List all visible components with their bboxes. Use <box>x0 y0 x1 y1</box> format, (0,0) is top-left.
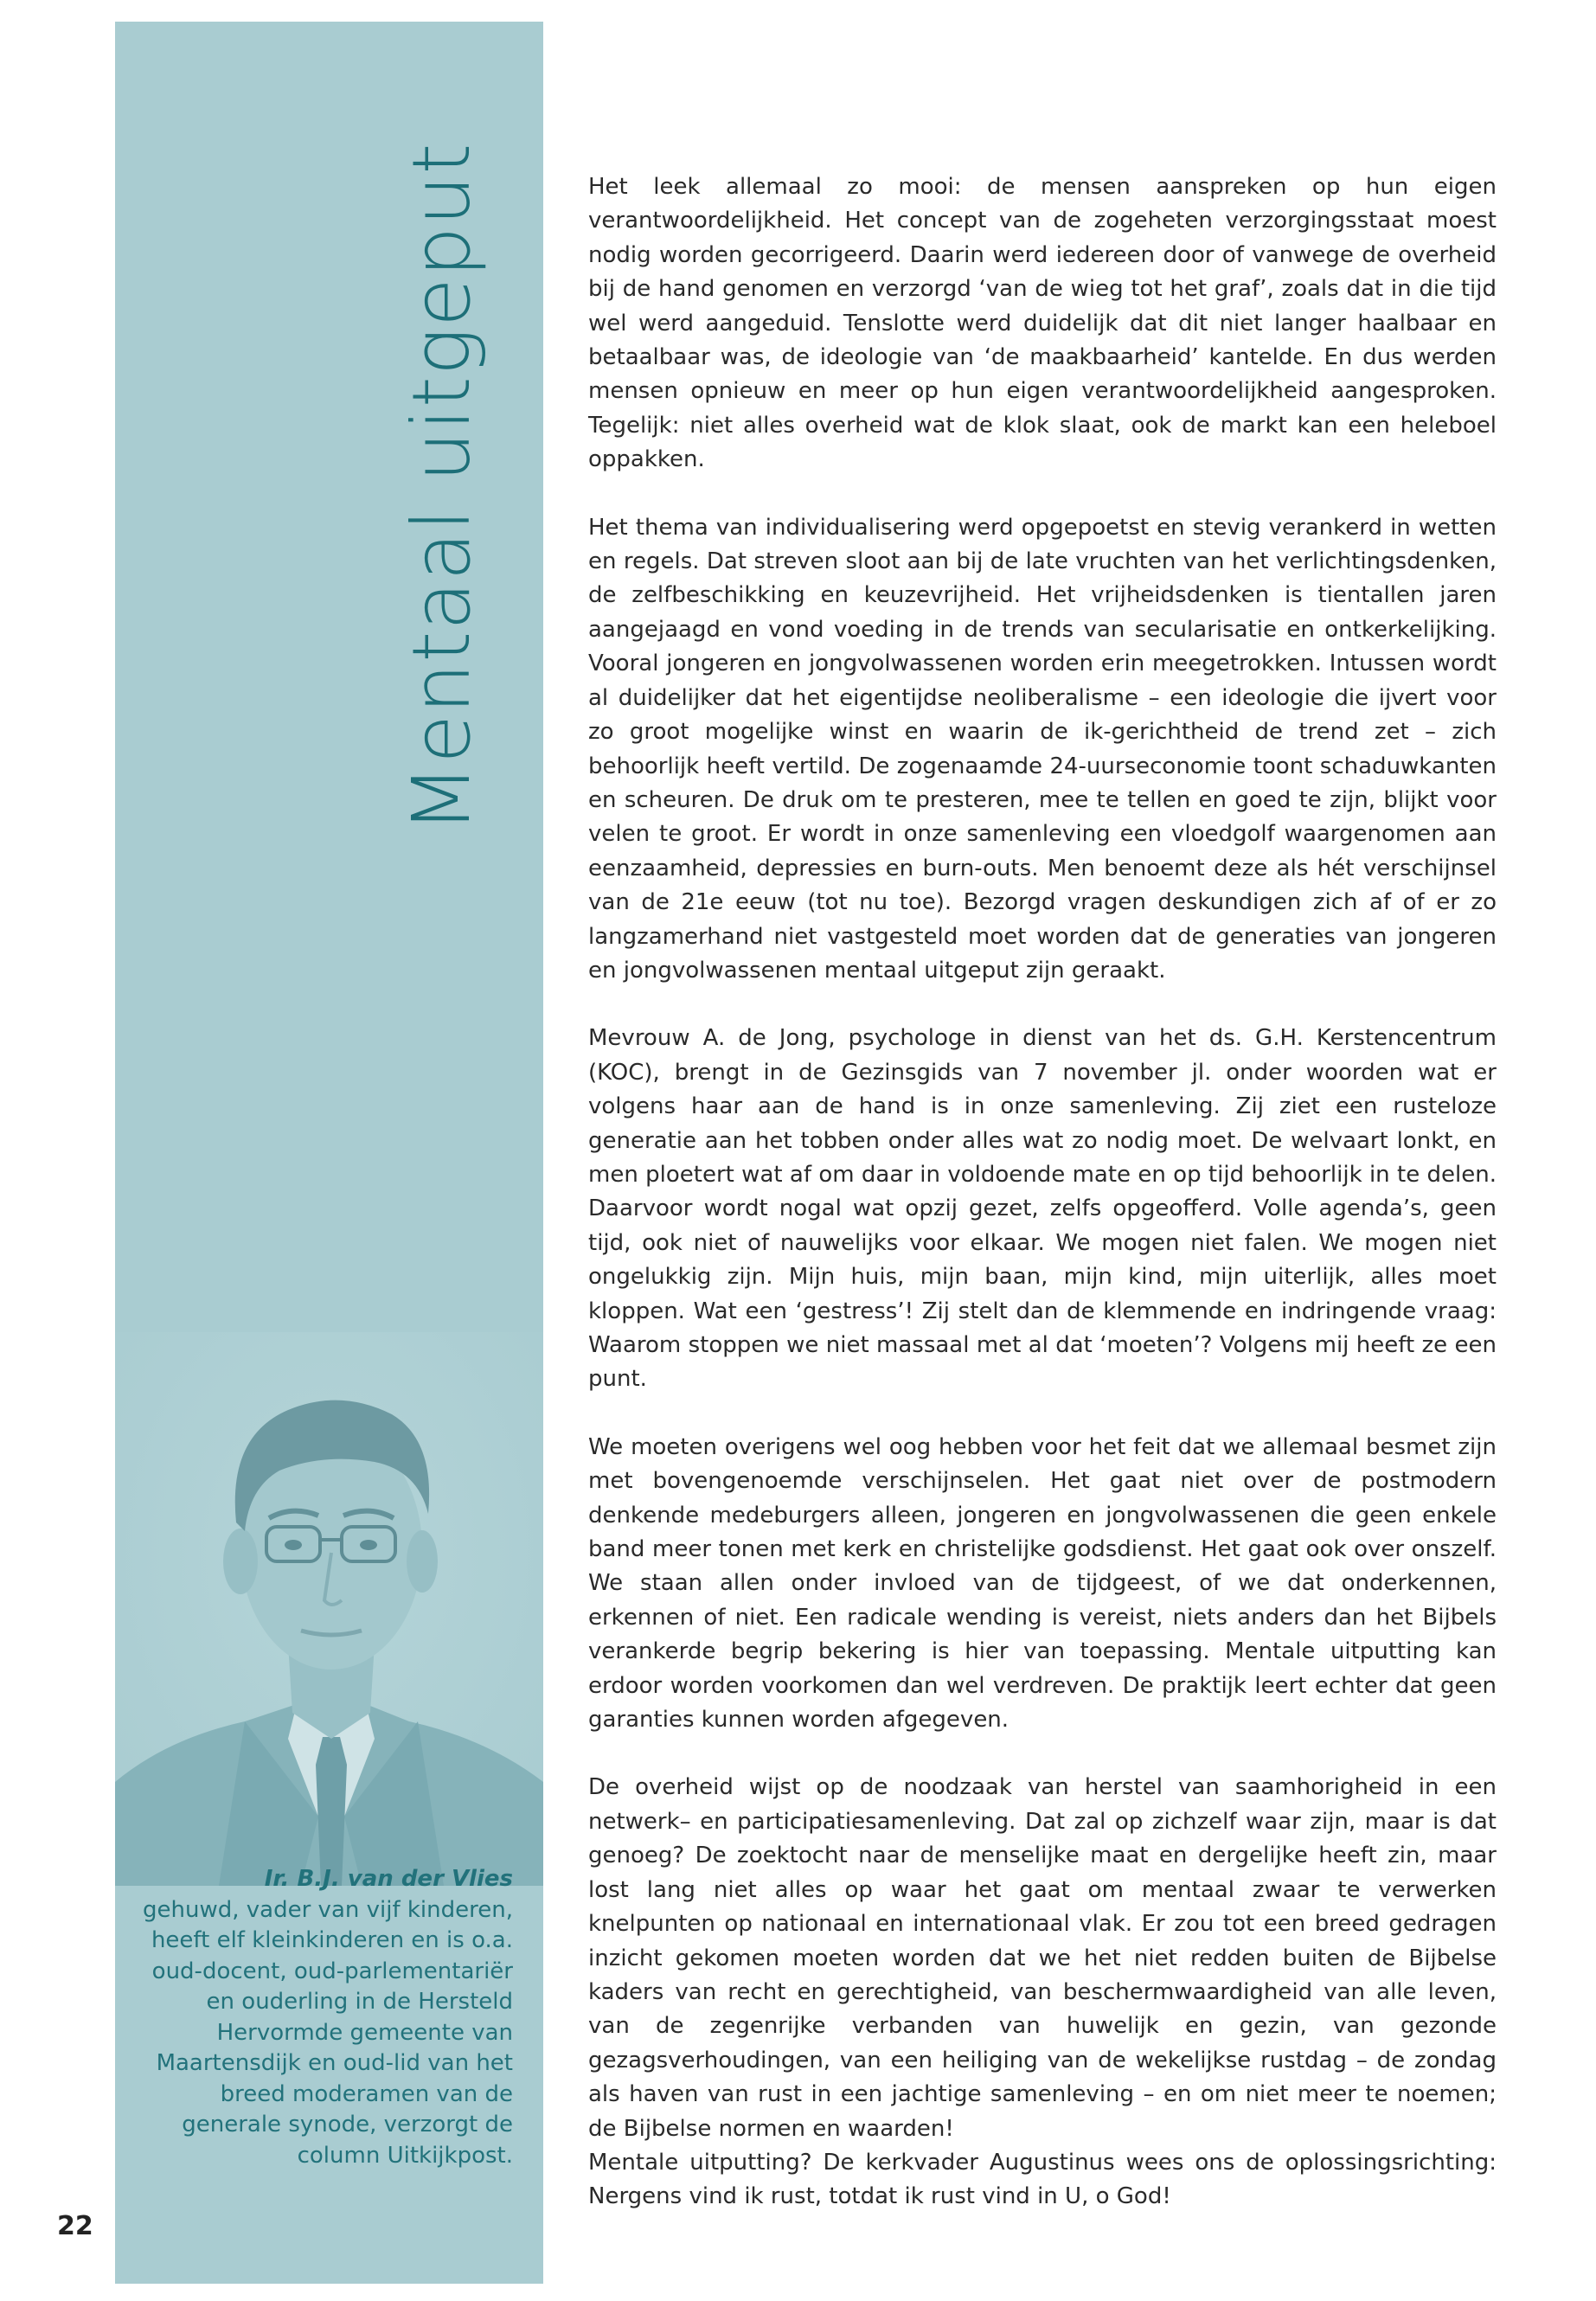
portrait-photo <box>115 1332 543 1886</box>
article-paragraph-4: We moeten overigens wel oog hebben voor het feit dat we allemaal besmet zijn met bovengenoemde verschijnselen. Het gaat niet over de postmodern denkende medeburgers alleen, jongeren en jongvolwassenen die geen enkele band meer tonen met kerk en christelijke godsdienst. Het gaat ook over onszelf. We staan allen onder invloed van de tijdgeest, of we dat onderkennen, erkennen of niet. Een radicale wending is vereist, niets anders dan het Bijbels verankerde begrip bekering is hier van toepassing. Mentale uitputting kan erdoor worden voorkomen dan wel verdreven. De praktijk leert echter dat geen garanties kunnen worden afgegeven. <box>588 1433 1497 1734</box>
page-number: 22 <box>57 2211 93 2241</box>
article-paragraph-1: Het leek allemaal zo mooi: de mensen aanspreken op hun eigen verantwoordelijkheid. Het concept van de zogeheten verzorgingsstaat moest nodig worden gecorrigeerd. Daarin werd iedereen door of vanwege de overheid bij de hand genomen en verzorgd ‘van de wieg tot het graf’, zoals dat in die tijd wel werd aangeduid. Tenslotte werd duidelijk dat dit niet langer haalbaar en betaalbaar was, de ideologie van ‘de maakbaarheid’ kantelde. En dus werden mensen opnieuw en meer op hun eigen verantwoordelijkheid aangesproken. Tegelijk: niet alles overheid wat de klok slaat, ook de markt kan een heleboel oppakken. <box>588 174 1497 473</box>
author-bio: gehuwd, vader van vijf kinderen, heeft elf kleinkinderen en is o.a. oud-docent, oud-parlementariër en ouderling in de Hersteld Hervormde gemeente van Maartensdijk en oud-lid van het breed moderamen van de generale synode, verzorgt de column Uitkijkpost. <box>143 1896 513 2169</box>
article-paragraph-3: Mevrouw A. de Jong, psychologe in dienst van het ds. G.H. Kerstencentrum (KOC), brengt in de Gezinsgids van 7 november jl. onder woorden wat er volgens haar aan de hand is in onze samenleving. Zij ziet een rusteloze generatie aan het tobben onder alles wat zo nodig moet. De welvaart lonkt, en men ploetert wat af om daar in voldoende mate en op tijd behoorlijk in te delen. Daarvoor wordt nogal wat opzij gezet, zelfs opgeofferd. Volle agenda’s, geen tijd, ook niet of nauwelijks voor elkaar. We mogen niet falen. We mogen niet ongelukkig zijn. Mijn huis, mijn baan, mijn kind, mijn uiterlijk, alles moet kloppen. Wat een ‘gestress’! Zij stelt dan de klemmende en indringende vraag: Waarom stoppen we niet massaal met al dat ‘moeten’? Volgens mij heeft ze een punt. <box>588 1025 1497 1393</box>
author-caption <box>141 1864 513 2171</box>
column-title: Mentaal uitgeput <box>395 142 488 833</box>
author-name: Ir. B.J. van der Vlies <box>264 1866 513 1892</box>
article-paragraph-6: Mentale uitputting? De kerkvader Augustinus wees ons de oplossingsrichting: Nergens vind ik rust, totdat ik rust vind in U, o God! <box>588 2149 1497 2210</box>
sidebar-panel <box>115 22 543 2284</box>
article-body <box>588 170 1497 2214</box>
article-paragraph-2: Het thema van individualisering werd opgepoetst en stevig verankerd in wetten en regels. Dat streven sloot aan bij de late vruchten van het verlichtingsdenken, de zelfbeschikking en keuzevrijheid. Het vrijheidsdenken is tientallen jaren aangejaagd en vond voeding in de trends van secularisatie en ontkerkelijking. Vooral jongeren en jongvolwassenen worden erin meegetrokken. Intussen wordt al duidelijker dat het eigentijdse neoliberalisme – een ideologie die ijvert voor zo groot mogelijke winst en waarin de ik-gerichtheid de trend zet – zich behoorlijk heeft vertild. De zogenaamde 24-uurseconomie toont schaduwkanten en scheuren. De druk om te presteren, mee te tellen en goed te zijn, blijkt voor velen te groot. Er wordt in onze samenleving een vloedgolf waargenomen aan eenzaamheid, depressies en burn-outs. Men benoemt deze als hét verschijnsel van de 21e eeuw (tot nu toe). Bezorgd vragen deskundigen zich af of er zo langzamerhand niet vastgesteld moet worden dat de generaties van jongeren en jongvolwassenen mentaal uitgeput zijn geraakt. <box>588 514 1497 984</box>
article-paragraph-5: De overheid wijst op de noodzaak van herstel van saamhorigheid in een netwerk– en participatiesamenleving. Dat zal op zichzelf waar zijn, maar is dat genoeg? De zoektocht naar de menselijke maat en dergelijke heeft zin, maar lost lang niet alles op waar het gaat om mentaal zwaar te verwerken knelpunten op nationaal en internationaal vlak. Er zou tot een breed gedragen inzicht gekomen moeten worden dat we het niet redden buiten de Bijbelse kaders van recht en gerechtigheid, van beschermwaardigheid van alle leven, van de zegenrijke verbanden van huwelijk en gezin, van gezonde gezagsverhoudingen, van een heiliging van de wekelijkse rustdag – de zondag als haven van rust in een jachtige samenleving – en om niet meer te noemen; de Bijbelse normen en waarden! <box>588 1774 1497 2142</box>
